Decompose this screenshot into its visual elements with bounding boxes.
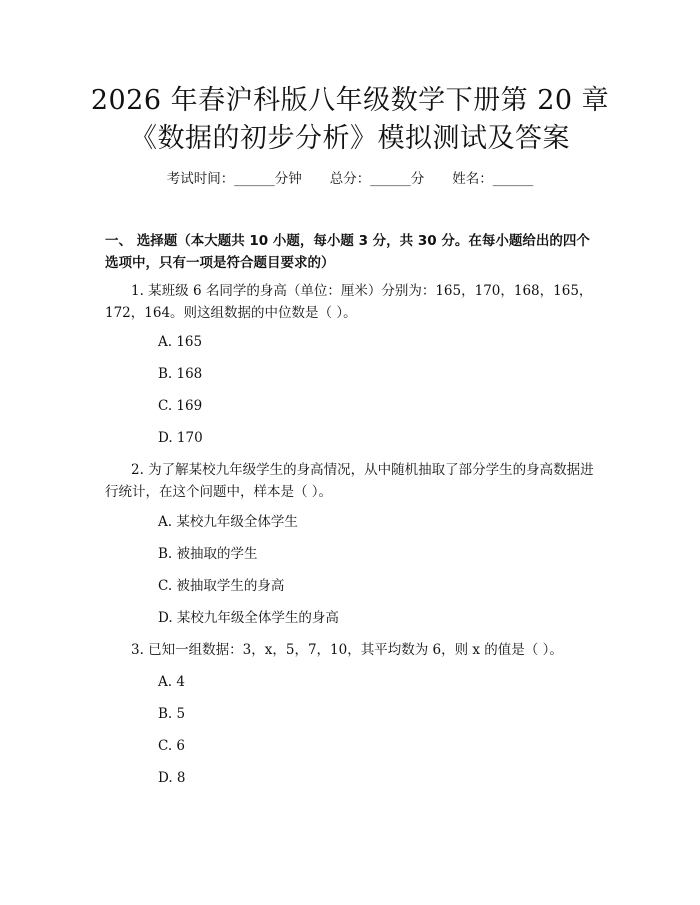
question-2-option-d: D. 某校九年级全体学生的身高 [158, 610, 339, 626]
question-3-option-b: B. 5 [158, 706, 186, 722]
section-heading: 一、 选择题（本大题共 10 小题，每小题 3 分，共 30 分。在每小题给出的四个选项中，只有一项是符合题目要求的） [105, 233, 590, 271]
question-3-stem: 3. 已知一组数据：3，x，5，7，10，其平均数为 6，则 x 的值是（ ）。 [131, 642, 563, 658]
question-1-stem: 1. 某班级 6 名同学的身高（单位：厘米）分别为：165，170，168，165，172，164。则这组数据的中位数是（ ）。 [105, 283, 593, 321]
exam-title-line-1: 2026 年春沪科版八年级数学下册第 20 章 [90, 85, 610, 116]
question-2-option-b: B. 被抽取的学生 [158, 546, 258, 562]
student-name-field: 姓名：______ [452, 171, 534, 187]
question-3-option-c: C. 6 [158, 738, 186, 754]
question-1-option-a: A. 165 [158, 334, 203, 350]
question-1-option-b: B. 168 [158, 366, 203, 382]
question-2-option-c: C. 被抽取学生的身高 [158, 578, 285, 594]
question-1-option-c: C. 169 [158, 398, 203, 414]
question-2-stem: 2. 为了解某校九年级学生的身高情况，从中随机抽取了部分学生的身高数据进行统计，在这个问题中，样本是（ ）。 [105, 462, 594, 500]
question-3-option-d: D. 8 [158, 770, 186, 786]
exam-meta [0, 170, 700, 188]
total-score-field: 总分：______分 [329, 171, 425, 187]
exam-title-line-2: 《数据的初步分析》模拟测试及答案 [130, 123, 570, 154]
question-2-option-a: A. 某校九年级全体学生 [158, 514, 298, 530]
question-1-option-d: D. 170 [158, 430, 203, 446]
exam-time-field: 考试时间：______分钟 [166, 171, 302, 187]
question-3-option-a: A. 4 [158, 674, 185, 690]
